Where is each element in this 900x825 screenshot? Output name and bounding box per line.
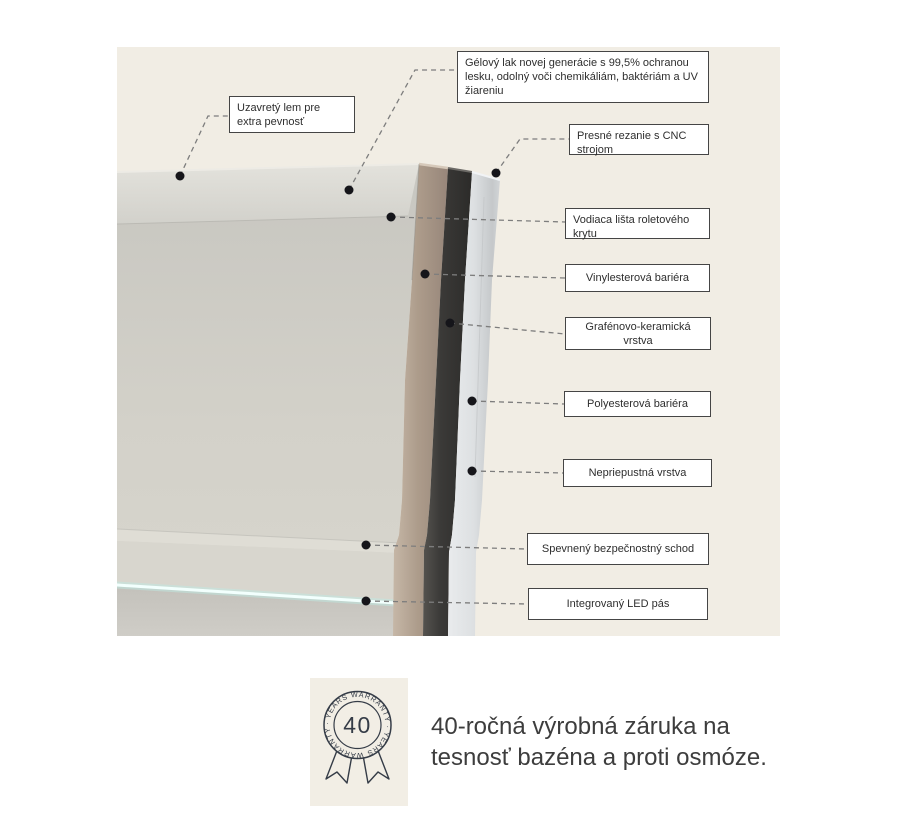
callout-label-graphene: Grafénovo-keramická vrstva: [565, 317, 711, 350]
dot-vinylester: [421, 270, 430, 279]
warranty-badge-icon: [310, 678, 408, 806]
dot-cnc: [492, 169, 501, 178]
connector-cnc: [496, 139, 569, 173]
callout-label-gel-coat: Gélový lak novej generácie s 99,5% ochranou lesku, odolný voči chemikáliám, baktériám a UV žiareniu: [457, 51, 709, 103]
callout-label-rail: Vodiaca lišta roletového krytu: [565, 208, 710, 239]
badge-number: 40: [343, 712, 372, 738]
callout-label-step: Spevnený bezpečnostný schod: [527, 533, 709, 565]
callout-label-cnc: Presné rezanie s CNC strojom: [569, 124, 709, 155]
badge-ring-text: · YEARS WARRANTY · YEARS WARRANTY: [322, 689, 393, 761]
dot-impermeable: [468, 467, 477, 476]
warranty-badge-card: [310, 678, 408, 806]
dot-led: [362, 597, 371, 606]
pool-wall-cross-section-figure: [117, 47, 780, 636]
callout-label-vinylester: Vinylesterová bariéra: [565, 264, 710, 292]
callout-label-rim: Uzavretý lem pre extra pevnosť: [229, 96, 355, 133]
dot-rim-left: [176, 172, 185, 181]
dot-graphene: [446, 319, 455, 328]
callout-label-polyester: Polyesterová bariéra: [564, 391, 711, 417]
dot-gel-coat: [345, 186, 354, 195]
callout-label-impermeable: Nepriepustná vrstva: [563, 459, 712, 487]
connector-impermeable: [472, 471, 563, 473]
connector-rim: [180, 116, 229, 176]
callout-label-led: Integrovaný LED pás: [528, 588, 708, 620]
dot-rail: [387, 213, 396, 222]
dot-step: [362, 541, 371, 550]
warranty-text: 40-ročná výrobná záruka na tesnosť bazéna a proti osmóze.: [431, 713, 767, 771]
closed-rim-band: [117, 164, 419, 224]
dot-polyester: [468, 397, 477, 406]
